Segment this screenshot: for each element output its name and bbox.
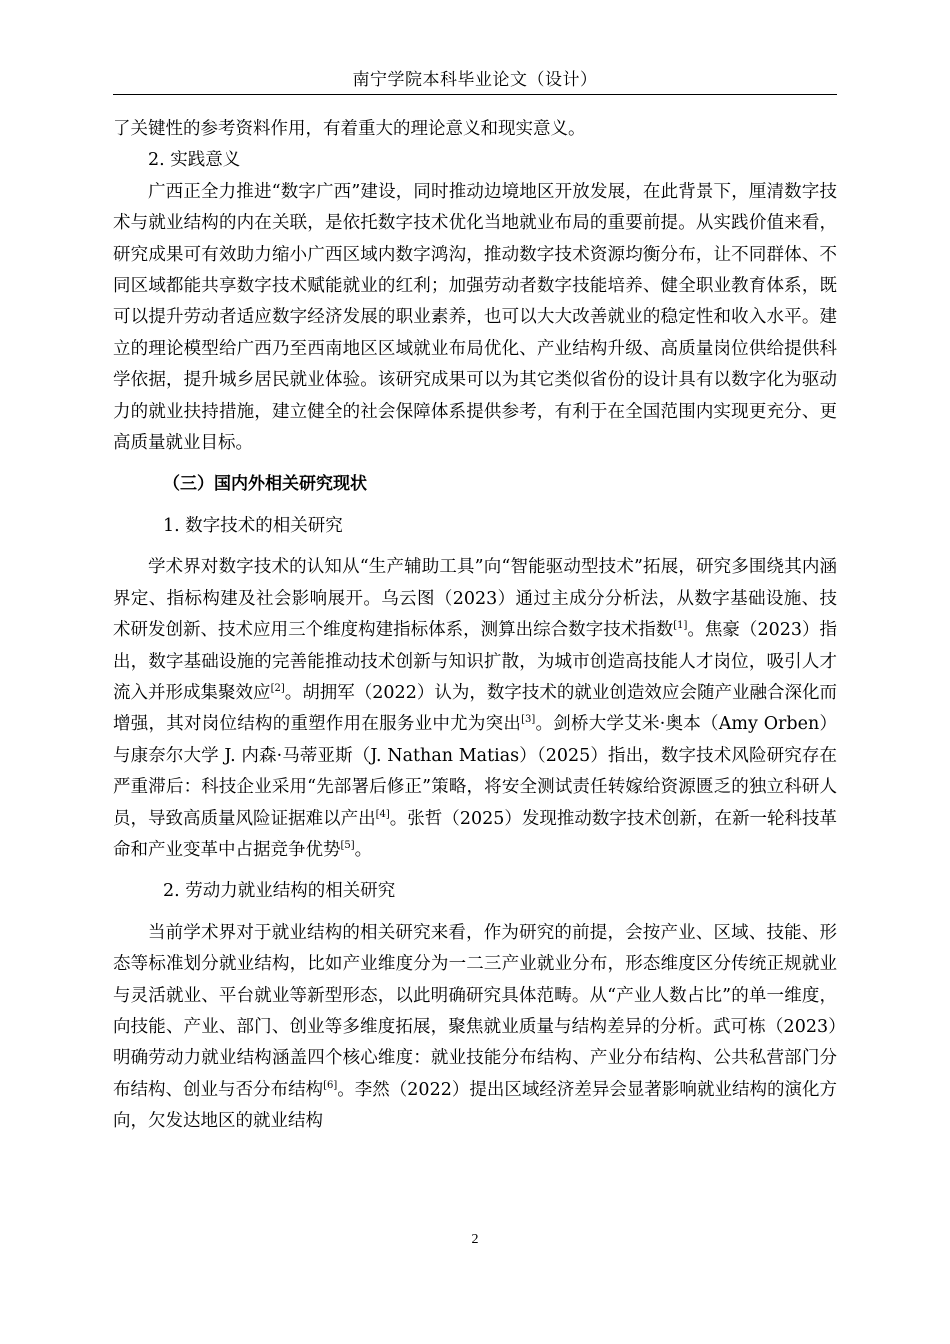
page-number: 2 bbox=[471, 1232, 479, 1247]
citation-ref: [1] bbox=[673, 620, 688, 632]
paragraph-digital-technology bbox=[113, 552, 837, 866]
text-segment: 当前学术界对于就业结构的相关研究来看，作为研究的前提，会按产业、区域、技能、形态等标准划分就业结构，比如产业维度分为一二三产业就业分布，形态维度区分传统正规就业与灵活就业、平台就业等新型形态，以此明确研究具体范畴。从“产业人数占比”的单一维度，向技能、产业、部门、创业等多维度拓展，聚焦就业质量与结构差异的分析。武可栋（2023）明确劳动力就业结构涵盖四个核心维度：就业技能分布结构、产业分布结构、公共私营部门分布结构、创业与否分布结构 bbox=[113, 922, 837, 1100]
citation-ref: [4] bbox=[375, 808, 390, 820]
citation-ref: [6] bbox=[323, 1079, 338, 1091]
paragraph-labor-employment-structure bbox=[113, 918, 837, 1138]
text-segment: 。焦豪（2023）指出，数字基础设施的完善能推动技术创新与知识扩散，为城市创造高技能人才岗位，吸引人才流入并形成集聚效应 bbox=[113, 620, 837, 703]
text-segment: 。剑桥大学艾米·奥本（Amy Orben）与康奈尔大学 J. 内森·马蒂亚斯（J. Nathan Matias）（2025）指出，数字技术风险研究存在严重滞后：科技企业采用“先部署后修正”策略，将安全测试责任转嫁给资源匮乏的独立科研人员，导致高质量风险证据难以产出 bbox=[113, 714, 837, 829]
section-heading-research-status: （三）国内外相关研究现状 bbox=[163, 474, 367, 495]
page-body bbox=[113, 114, 837, 1138]
header-rule bbox=[113, 94, 837, 95]
text-segment: 。 bbox=[354, 839, 373, 860]
text-segment: 。胡拥军（2022）认为，数字技术的就业创造效应会随产业融合深化而增强，其对岗位结构的重塑作用在服务业中尤为突出 bbox=[113, 682, 838, 735]
subheading-labor-employment-structure: 2. 劳动力就业结构的相关研究 bbox=[163, 881, 396, 902]
text-segment: 。张哲（2025）发现推动数字技术创新，在新一轮科技革命和产业变革中占据竞争优势 bbox=[113, 808, 837, 860]
paragraph-practical-significance: 广西正全力推进“数字广西”建设，同时推动边境地区开放发展，在此背景下，厘清数字技术与就业结构的内在关联，是依托数字技术优化当地就业布局的重要前提。从实践价值来看，研究成果可有效助力缩小广西区域内数字鸿沟，推动数字技术资源均衡分布，让不同群体、不同区域都能共享数字技术赋能就业的红利；加强劳动者数字技能培养、健全职业教育体系，既可以提升劳动者适应数字经济发展的职业素养，也可以大大改善就业的稳定性和收入水平。建立的理论模型给广西乃至西南地区区域就业布局优化、产业结构升级、高质量岗位供给提供科学依据，提升城乡居民就业体验。该研究成果可以为其它类似省份的设计具有以数字化为驱动力的就业扶持措施，建立健全的社会保障体系提供参考，有利于在全国范围内实现更充分、更高质量就业目标。 bbox=[113, 181, 837, 454]
subheading-practical-significance: 2. 实践意义 bbox=[148, 150, 241, 171]
citation-ref: [5] bbox=[340, 840, 355, 852]
text-segment: 。李然（2022）提出区域经济差异会显著影响就业结构的演化方向，欠发达地区的就业结构 bbox=[113, 1079, 837, 1132]
citation-ref: [3] bbox=[521, 714, 536, 726]
subheading-digital-technology: 1. 数字技术的相关研究 bbox=[163, 515, 343, 536]
paragraph-continuation: 了关键性的参考资料作用，有着重大的理论意义和现实意义。 bbox=[113, 119, 586, 139]
running-header: 南宁学院本科毕业论文（设计） bbox=[352, 70, 598, 90]
citation-ref: [2] bbox=[270, 683, 285, 695]
text-segment: 学术界对数字技术的认知从“生产辅助工具”向“智能驱动型技术”拓展，研究多围绕其内涵界定、指标构建及社会影响展开。乌云图（2023）通过主成分分析法，从数字基础设施、技术研发创新、技术应用三个维度构建指标体系，测算出综合数字技术指数 bbox=[113, 557, 837, 641]
